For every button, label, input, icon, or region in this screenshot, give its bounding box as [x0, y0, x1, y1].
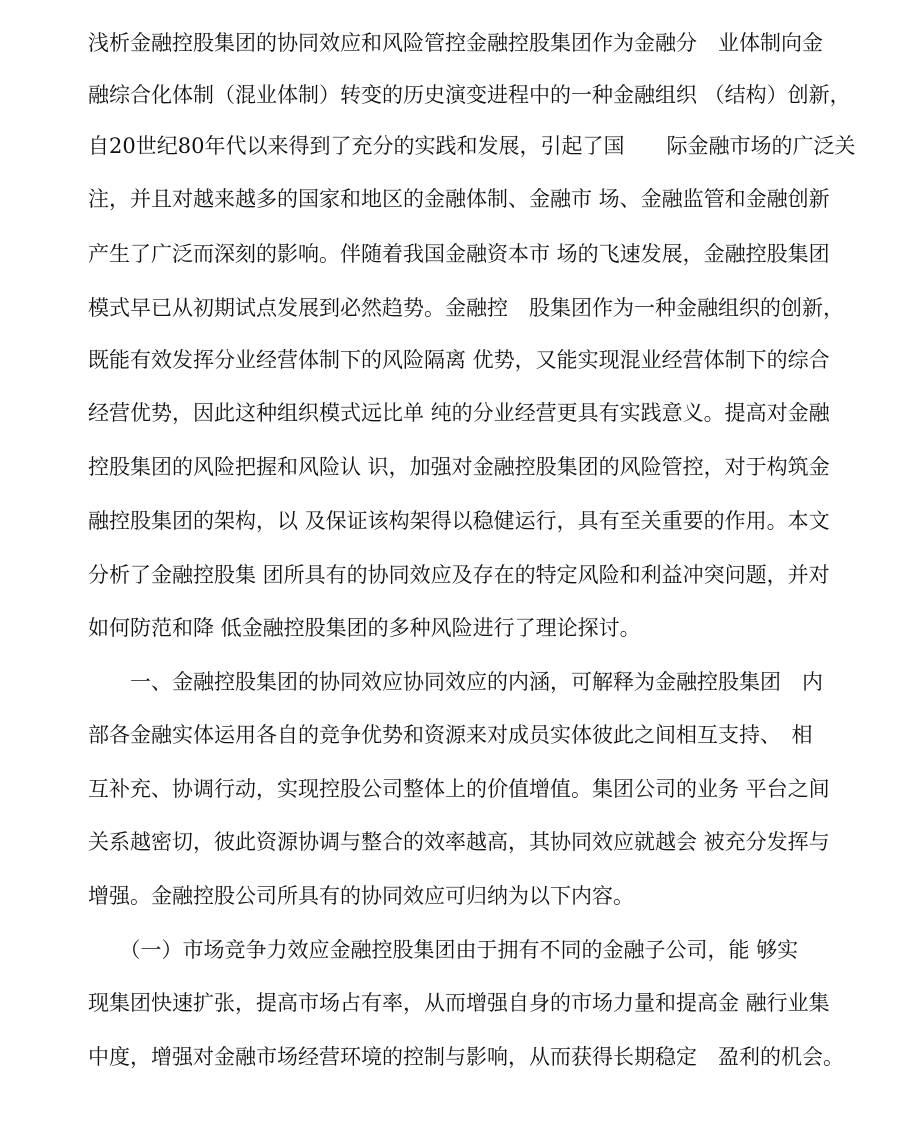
text-line: 部各金融实体运用各自的竞争优势和资源来对成员实体彼此之间相互支持、 相 [88, 723, 813, 747]
text-line: 融控股集团的架构，以 及保证该构架得以稳健运行，具有至关重要的作用。本文 [88, 509, 830, 533]
text-line: 既能有效发挥分业经营体制下的风险隔离 优势，又能实现混业经营体制下的综合 [88, 348, 830, 372]
text-line: 注，并且对越来越多的国家和地区的金融体制、金融市 场、金融监管和金融创新 [88, 187, 830, 211]
text-line: 关系越密切，彼此资源协调与整合的效率越高，其协同效应就越会 被充分发挥与 [88, 830, 830, 854]
text-line: 模式早已从初期试点发展到必然趋势。金融控 股集团作为一种金融组织的创新， [88, 296, 844, 320]
text-line: 现集团快速扩张，提高市场占有率，从而增强自身的市场力量和提高金 融行业集 [88, 991, 830, 1015]
text-line: 中度，增强对金融市场经营环境的控制与影响，从而获得长期稳定 盈利的机会。 [88, 1045, 844, 1069]
text-line: 一、金融控股集团的协同效应协同效应的内涵，可解释为金融控股集团 内 [88, 670, 823, 694]
text-line: 控股集团的风险把握和风险认 识，加强对金融控股集团的风险管控，对于构筑金 [88, 455, 830, 479]
text-line: 自20世纪80年代以来得到了充分的实践和发展，引起了国 际金融市场的广泛关 [88, 134, 856, 158]
text-line: 互补充、协调行动，实现控股公司整体上的价值增值。集团公司的业务 平台之间 [88, 777, 830, 801]
text-line: 分析了金融控股集 团所具有的协同效应及存在的特定风险和利益冲突问题，并对 [88, 563, 830, 587]
text-line: 如何防范和降 低金融控股集团的多种风险进行了理论探讨。 [88, 616, 641, 640]
text-line: 增强。金融控股公司所具有的协同效应可归纳为以下内容。 [88, 884, 634, 908]
text-line: （一）市场竞争力效应金融控股集团由于拥有不同的金融子公司，能 够实 [88, 938, 799, 962]
text-line: 浅析金融控股集团的协同效应和风险管控金融控股集团作为金融分 业体制向金 [88, 31, 823, 55]
text-line: 产生了广泛而深刻的影响。伴随着我国金融资本市 场的飞速发展，金融控股集团 [88, 242, 830, 266]
text-line: 融综合化体制（混业体制）转变的历史演变进程中的一种金融组织 （结构）创新， [88, 83, 851, 107]
text-line: 经营优势，因此这种组织模式远比单 纯的分业经营更具有实践意义。提高对金融 [88, 401, 830, 425]
